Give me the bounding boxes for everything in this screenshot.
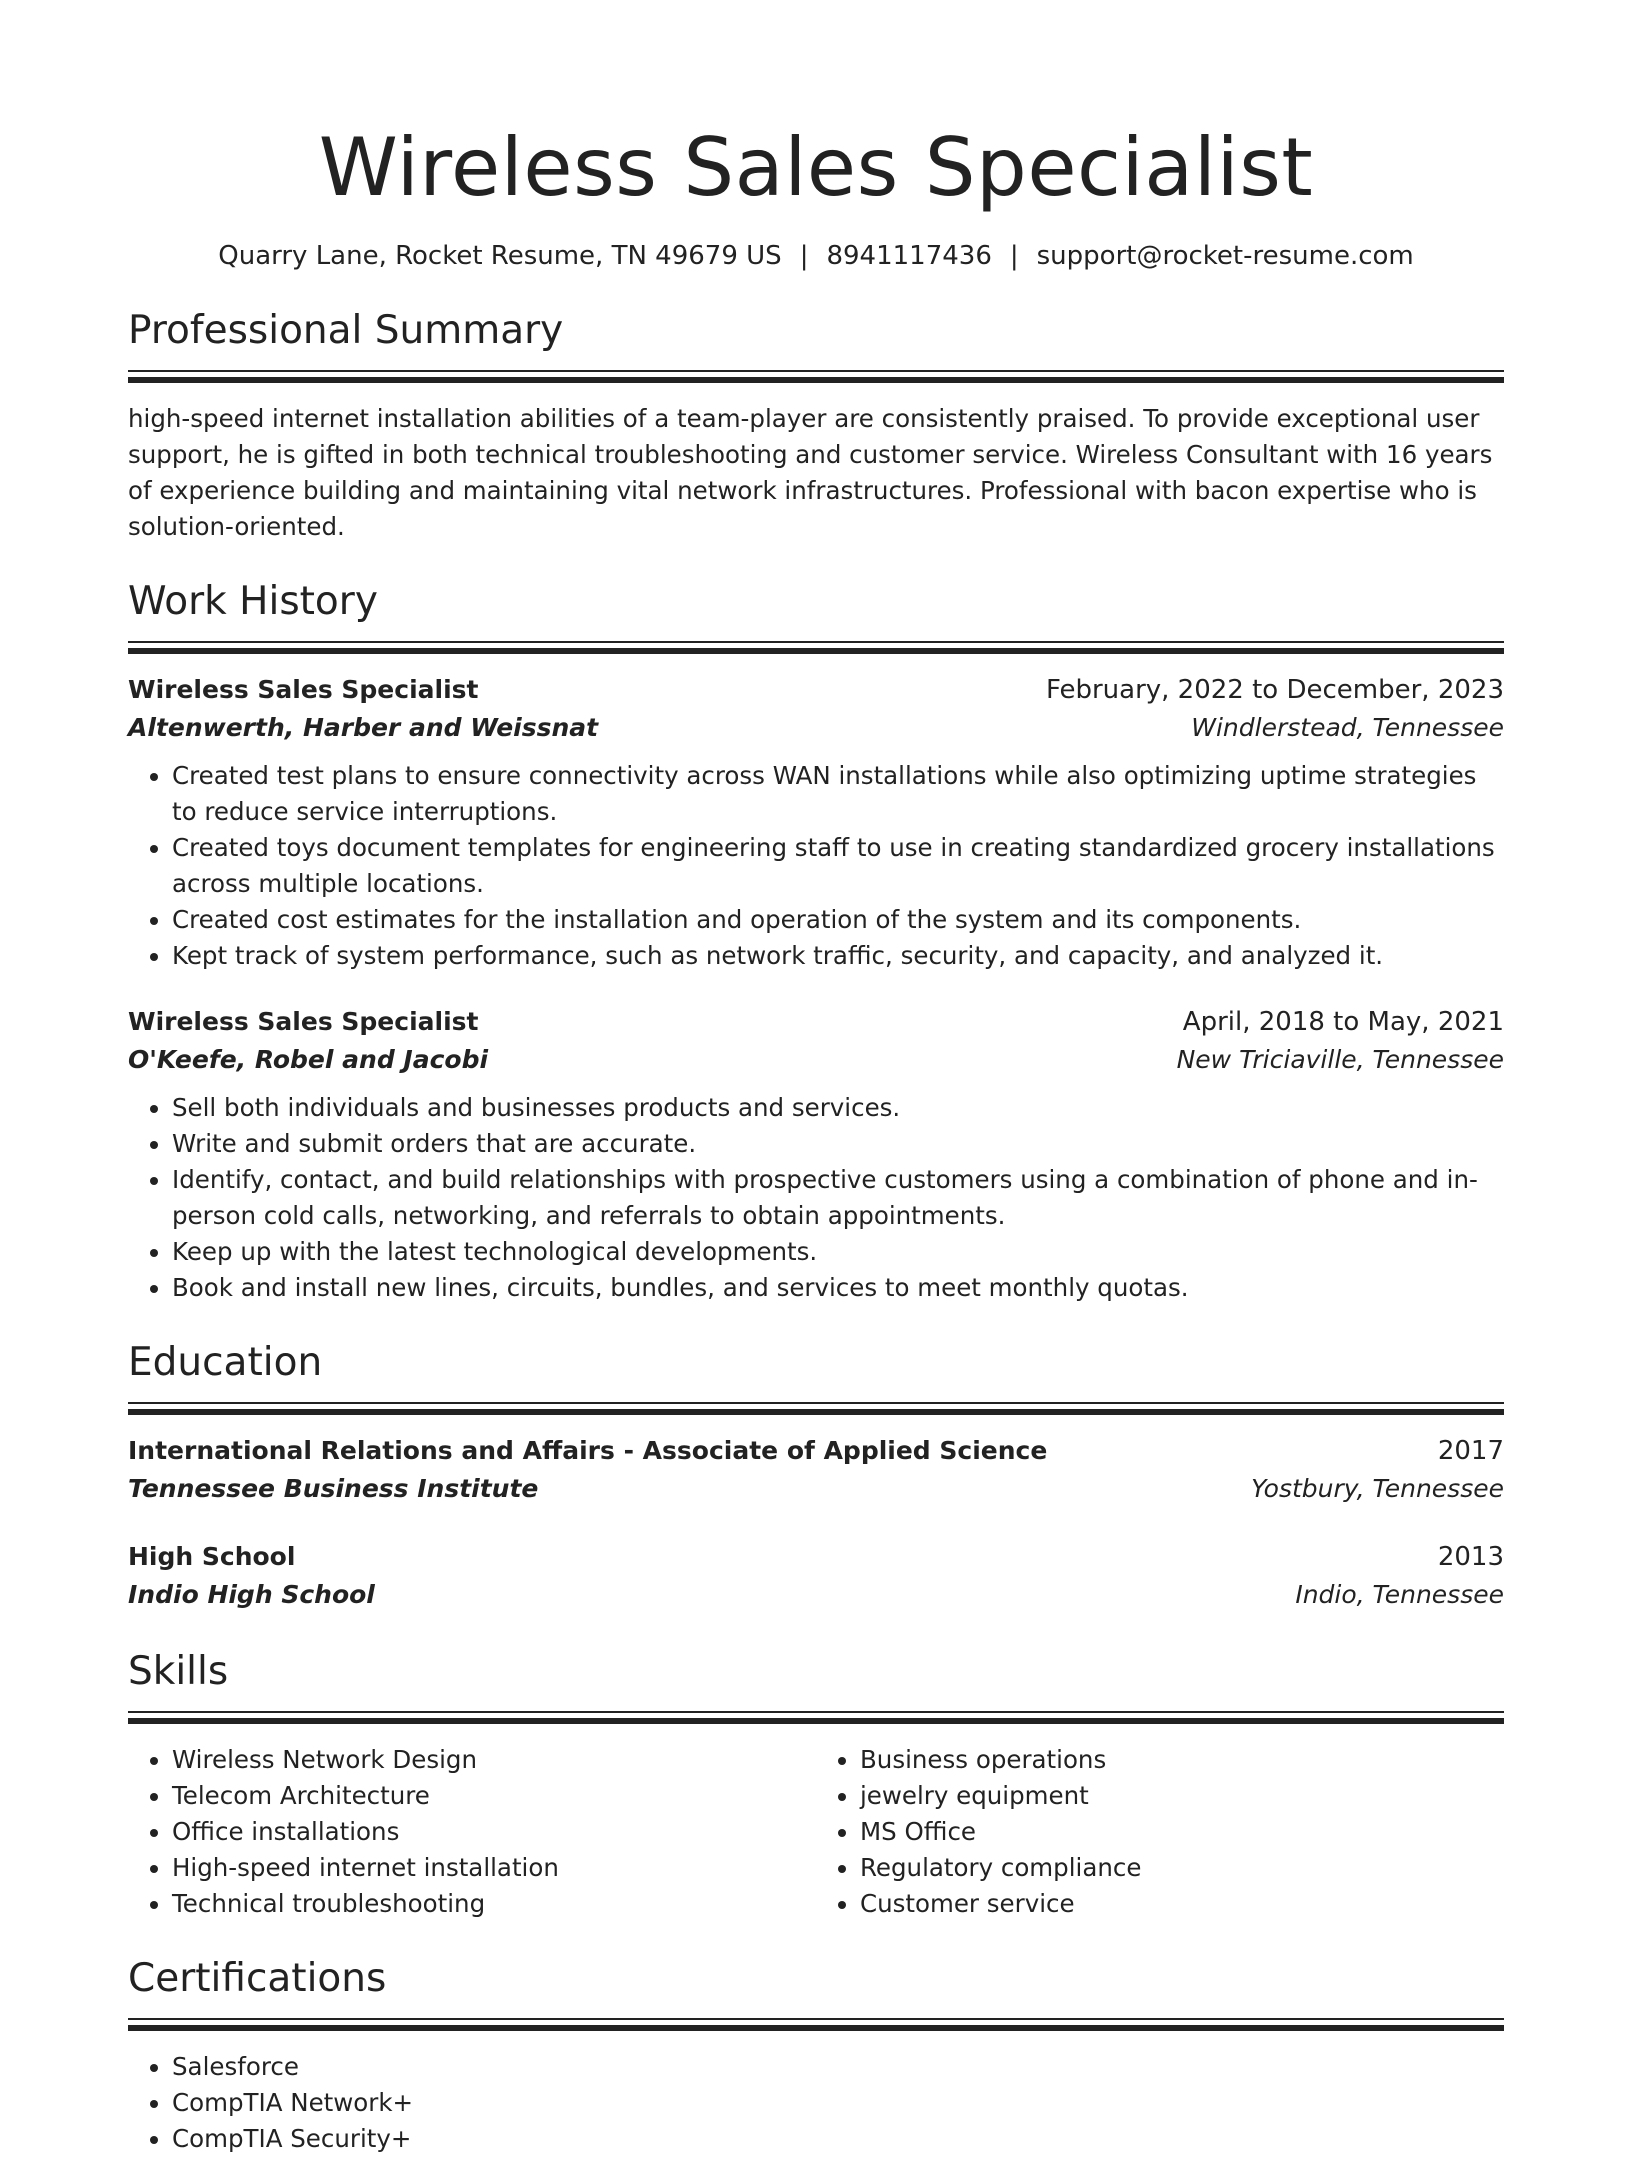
job-duty: • Created test plans to ensure connectivity across WAN installations while also optimizing uptime strategies to reduce service interruptions. (172, 758, 1504, 830)
job-location: Windlerstead, Tennessee (1191, 713, 1504, 742)
section-divider (128, 1402, 1504, 1415)
contact-email: support@rocket-resume.com (1036, 241, 1414, 271)
job-company: O'Keefe, Robel and Jacobi (128, 1045, 489, 1074)
job-duty: • Kept track of system performance, such as network traffic, security, and capacity, and analyzed it. (172, 938, 1504, 974)
job-duty: • Keep up with the latest technological developments. (172, 1234, 1504, 1270)
summary-section (128, 306, 1504, 545)
skill-item: • Office installations (172, 1814, 816, 1850)
skill-item: • Wireless Network Design (172, 1742, 816, 1778)
contact-line (128, 238, 1504, 274)
education-location: Indio, Tennessee (1295, 1580, 1504, 1609)
job-duty: • Created toys document templates for engineering staff to use in creating standardized grocery installations across multiple locations. (172, 830, 1504, 902)
certifications-section (128, 1954, 1504, 2157)
job-dates: April, 2018 to May, 2021 (1182, 1007, 1504, 1037)
certification-item: • Salesforce (172, 2049, 1504, 2085)
skill-item: • jewelry equipment (860, 1778, 1504, 1814)
job-entry (128, 672, 1504, 974)
section-divider (128, 1711, 1504, 1724)
resume-title: Wireless Sales Specialist (318, 121, 1314, 214)
education-section (128, 1338, 1504, 1615)
education-school: Tennessee Business Institute (128, 1474, 539, 1503)
skills-grid (128, 1742, 1504, 1922)
skill-item: • Regulatory compliance (860, 1850, 1504, 1886)
skill-item: • Telecom Architecture (172, 1778, 816, 1814)
certification-item: • CompTIA Security+ (172, 2121, 1504, 2157)
contact-phone: 8941117436 (826, 241, 992, 271)
section-divider (128, 2018, 1504, 2031)
certifications-list (128, 2049, 1504, 2157)
job-title: Wireless Sales Specialist (128, 1007, 479, 1036)
certification-item: • CompTIA Network+ (172, 2085, 1504, 2121)
job-duty: • Identify, contact, and build relationships with prospective customers using a combination of phone and in-person cold calls, networking, and referrals to obtain appointments. (172, 1162, 1504, 1234)
job-duty: • Write and submit orders that are accurate. (172, 1126, 1504, 1162)
skills-section (128, 1647, 1504, 1922)
job-company: Altenwerth, Harber and Weissnat (128, 713, 599, 742)
contact-separator: | (799, 241, 809, 271)
work-history-heading: Work History (128, 579, 378, 624)
job-duties-list (128, 758, 1504, 974)
education-heading: Education (128, 1340, 323, 1385)
education-entry (128, 1433, 1504, 1509)
education-year: 2013 (1437, 1542, 1504, 1572)
job-duties-list (128, 1090, 1504, 1306)
contact-separator: | (1009, 241, 1019, 271)
job-duty: • Sell both individuals and businesses products and services. (172, 1090, 1504, 1126)
work-history-section (128, 577, 1504, 1306)
education-degree: High School (128, 1542, 296, 1571)
certifications-heading: Certifications (128, 1956, 387, 2001)
education-location: Yostbury, Tennessee (1251, 1474, 1504, 1503)
job-entry (128, 1004, 1504, 1306)
job-location: New Triciaville, Tennessee (1176, 1045, 1504, 1074)
summary-heading: Professional Summary (128, 308, 564, 353)
job-title: Wireless Sales Specialist (128, 675, 479, 704)
skills-list-right (816, 1742, 1504, 1922)
skill-item: • High-speed internet installation (172, 1850, 816, 1886)
education-school: Indio High School (128, 1580, 375, 1609)
skill-item: • Customer service (860, 1886, 1504, 1922)
section-divider (128, 641, 1504, 654)
job-duty: • Created cost estimates for the installation and operation of the system and its components. (172, 902, 1504, 938)
skill-item: • Business operations (860, 1742, 1504, 1778)
skills-list-left (128, 1742, 816, 1922)
job-duty: • Book and install new lines, circuits, bundles, and services to meet monthly quotas. (172, 1270, 1504, 1306)
skills-heading: Skills (128, 1649, 229, 1694)
job-dates: February, 2022 to December, 2023 (1045, 675, 1504, 705)
section-divider (128, 370, 1504, 383)
education-degree: International Relations and Affairs - Associate of Applied Science (128, 1436, 1048, 1465)
education-year: 2017 (1437, 1436, 1504, 1466)
skill-item: • Technical troubleshooting (172, 1886, 816, 1922)
skill-item: • MS Office (860, 1814, 1504, 1850)
education-entry (128, 1539, 1504, 1615)
summary-text: high-speed internet installation abilities of a team-player are consistently praised. To provide exceptional user support, he is gifted in both technical troubleshooting and customer service. Wireless Consultant with 16 years of experience building and maintaining vital network infrastructures. Professional with bacon expertise who is solution-oriented. (128, 404, 1493, 541)
contact-address: Quarry Lane, Rocket Resume, TN 49679 US (218, 241, 782, 271)
